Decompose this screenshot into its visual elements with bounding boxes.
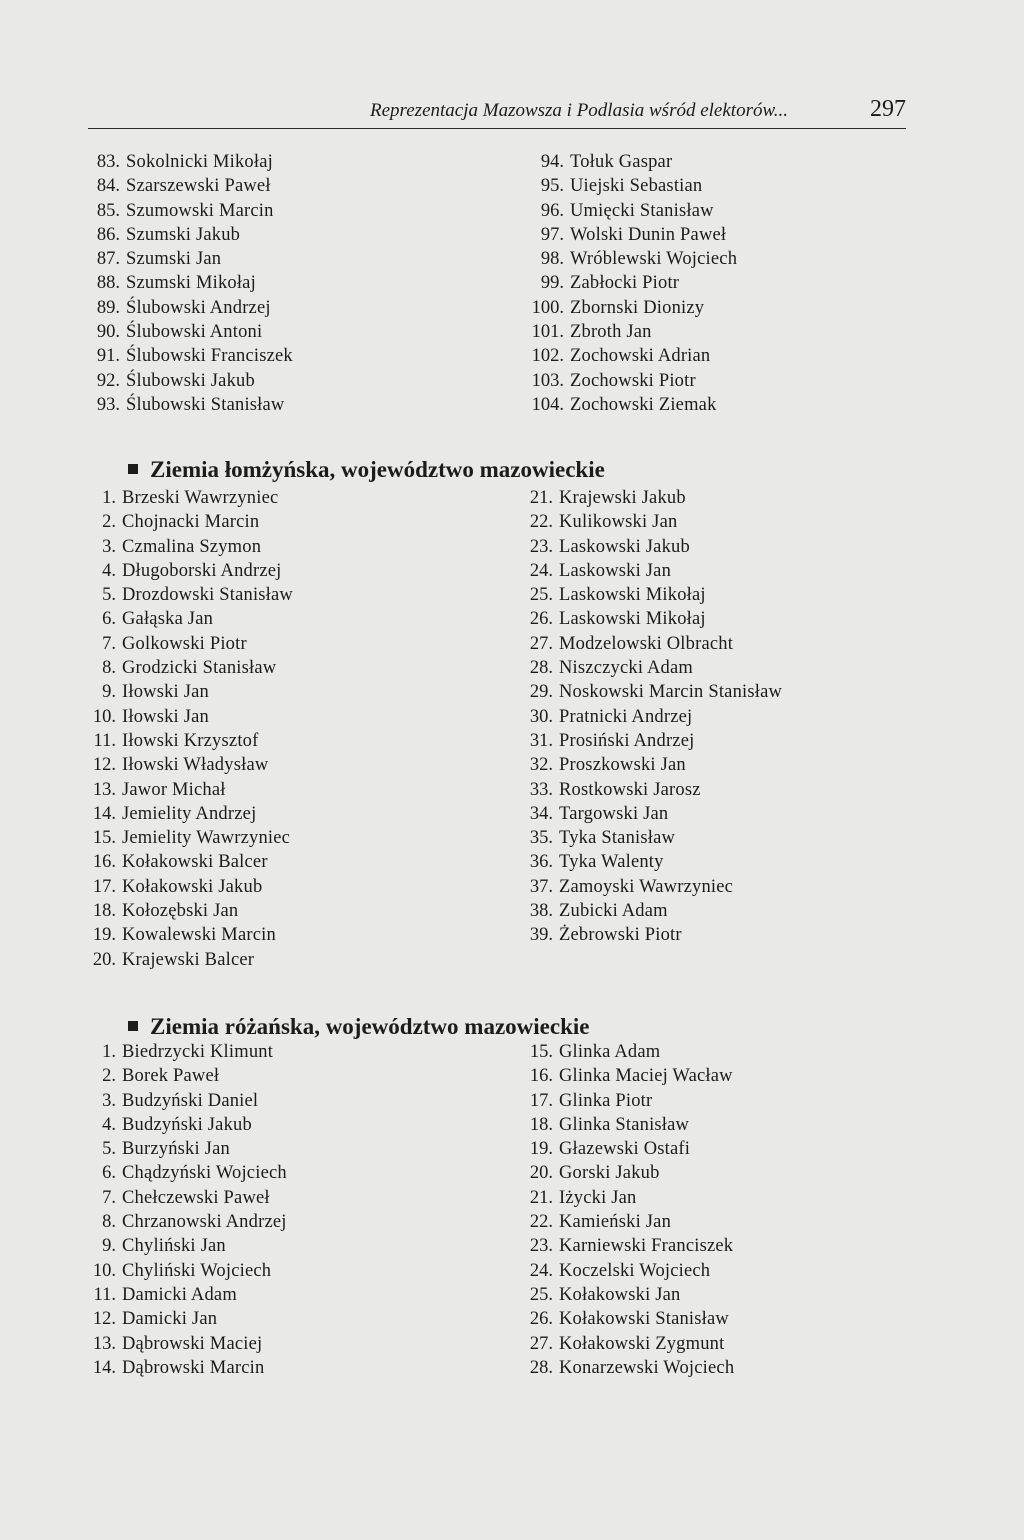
section-title-lomza (128, 457, 605, 483)
item-name: Szarszewski Paweł (126, 176, 271, 197)
list-item (84, 1161, 287, 1185)
list-item (84, 1210, 287, 1234)
item-number: 92. (96, 370, 120, 391)
item-number: 28. (529, 658, 553, 679)
item-name: Zbroth Jan (570, 322, 652, 343)
list-item (521, 680, 782, 704)
list-item (522, 150, 737, 174)
list-item (88, 150, 293, 174)
item-name: Damicki Adam (122, 1284, 237, 1305)
item-number: 83. (96, 152, 120, 172)
item-number: 5. (102, 1139, 116, 1160)
list-item (521, 1113, 734, 1137)
item-number: 84. (96, 176, 120, 197)
item-name: Laskowski Jakub (559, 536, 690, 557)
item-name: Czmalina Szymon (122, 536, 262, 557)
item-number: 22. (529, 1212, 553, 1233)
item-number: 20. (529, 1163, 553, 1184)
list-item (521, 705, 782, 729)
list-item (84, 753, 293, 777)
lomza-left-column (84, 486, 293, 972)
item-number: 12. (92, 755, 116, 776)
item-number: 27. (529, 1333, 553, 1354)
list-item (521, 850, 782, 874)
item-name: Szumski Mikołaj (126, 273, 256, 294)
item-number: 103. (531, 370, 564, 391)
item-name: Dąbrowski Marcin (122, 1357, 265, 1378)
list-item (521, 510, 782, 534)
list-item (521, 802, 782, 826)
list-item (521, 1283, 734, 1307)
item-name: Długoborski Andrzej (122, 560, 282, 581)
item-name: Glinka Stanisław (559, 1114, 690, 1135)
list-item (521, 875, 782, 899)
item-name: Chyliński Jan (122, 1236, 226, 1257)
item-number: 14. (92, 803, 116, 824)
item-number: 31. (529, 730, 553, 751)
item-name: Umięcki Stanisław (570, 200, 714, 221)
item-number: 32. (529, 755, 553, 776)
list-item (88, 393, 293, 417)
list-item (84, 923, 293, 947)
item-number: 4. (102, 1114, 116, 1135)
item-number: 9. (102, 682, 116, 703)
list-item (521, 1137, 734, 1161)
item-name: Kowalewski Marcin (122, 925, 276, 946)
lomza-right-column (521, 486, 782, 948)
item-name: Sokolnicki Mikołaj (126, 152, 273, 172)
item-name: Grodzicki Stanisław (122, 658, 277, 679)
rozan-right-column (521, 1040, 734, 1380)
item-number: 93. (96, 394, 120, 415)
list-item (522, 199, 737, 223)
list-item (522, 369, 737, 393)
item-name: Glinka Maciej Wacław (559, 1066, 733, 1087)
section-title-text: Ziemia łomżyńska, województwo mazowieckie (150, 457, 605, 482)
item-name: Iżycki Jan (559, 1187, 637, 1208)
item-number: 20. (92, 949, 116, 970)
item-number: 89. (96, 297, 120, 318)
list-item (84, 486, 293, 510)
item-number: 5. (102, 585, 116, 606)
list-item (522, 223, 737, 247)
list-item (84, 1307, 287, 1331)
item-name: Zabłocki Piotr (570, 273, 680, 294)
item-name: Laskowski Mikołaj (559, 585, 706, 606)
list-item (521, 1040, 734, 1064)
list-item (84, 1089, 287, 1113)
item-name: Glinka Adam (559, 1042, 661, 1062)
item-name: Gorski Jakub (559, 1163, 660, 1184)
list-item (84, 1332, 287, 1356)
list-item (88, 344, 293, 368)
top-list-left-column (88, 150, 293, 417)
list-item (84, 850, 293, 874)
list-item (522, 393, 737, 417)
item-number: 21. (529, 488, 553, 508)
item-name: Jemielity Wawrzyniec (122, 828, 291, 849)
item-name: Proszkowski Jan (559, 755, 686, 776)
list-item (521, 583, 782, 607)
item-number: 37. (529, 876, 553, 897)
item-number: 15. (92, 828, 116, 849)
item-number: 24. (529, 1260, 553, 1281)
item-number: 29. (529, 682, 553, 703)
list-item (84, 1137, 287, 1161)
list-item (522, 296, 737, 320)
top-list-right-column (522, 150, 737, 417)
section-title-rozan (128, 1014, 589, 1040)
item-number: 38. (529, 901, 553, 922)
item-name: Glinka Piotr (559, 1090, 653, 1111)
item-number: 10. (92, 706, 116, 727)
item-number: 26. (529, 1309, 553, 1330)
item-number: 33. (529, 779, 553, 800)
item-number: 97. (540, 224, 564, 245)
list-item (84, 899, 293, 923)
list-item (521, 1259, 734, 1283)
item-number: 18. (92, 901, 116, 922)
item-name: Tyka Walenty (559, 852, 664, 873)
item-name: Szumowski Marcin (126, 200, 274, 221)
list-item (84, 559, 293, 583)
item-name: Zochowski Piotr (570, 370, 696, 391)
item-name: Żebrowski Piotr (559, 925, 682, 946)
list-item (521, 535, 782, 559)
item-name: Kołozębski Jan (122, 901, 239, 922)
list-item (84, 826, 293, 850)
item-name: Budzyński Jakub (122, 1114, 252, 1135)
item-number: 1. (102, 1042, 116, 1062)
item-name: Krajewski Jakub (559, 488, 686, 508)
item-name: Zamoyski Wawrzyniec (559, 876, 734, 897)
section-title-text: Ziemia różańska, województwo mazowieckie (150, 1014, 590, 1039)
item-name: Targowski Jan (559, 803, 669, 824)
item-number: 24. (529, 560, 553, 581)
item-name: Ślubowski Stanisław (126, 394, 285, 415)
item-number: 101. (531, 322, 564, 343)
list-item (521, 486, 782, 510)
item-number: 2. (102, 1066, 116, 1087)
item-number: 17. (529, 1090, 553, 1111)
square-bullet-icon (128, 464, 138, 474)
list-item (84, 1234, 287, 1258)
item-name: Modzelowski Olbracht (559, 633, 734, 654)
list-item (88, 247, 293, 271)
item-number: 21. (529, 1187, 553, 1208)
item-number: 88. (96, 273, 120, 294)
item-number: 4. (102, 560, 116, 581)
list-item (84, 607, 293, 631)
item-name: Rostkowski Jarosz (559, 779, 701, 800)
rozan-left-column (84, 1040, 287, 1380)
item-number: 91. (96, 346, 120, 367)
item-name: Biedrzycki Klimunt (122, 1042, 274, 1062)
item-name: Kamieński Jan (559, 1212, 672, 1233)
item-number: 86. (96, 224, 120, 245)
list-item (521, 1161, 734, 1185)
item-number: 13. (92, 1333, 116, 1354)
list-item (521, 1356, 734, 1380)
list-item (521, 632, 782, 656)
item-name: Ślubowski Antoni (126, 322, 263, 343)
item-number: 16. (529, 1066, 553, 1087)
item-number: 98. (540, 249, 564, 270)
item-name: Noskowski Marcin Stanisław (559, 682, 783, 703)
item-number: 14. (92, 1357, 116, 1378)
item-name: Głazewski Ostafi (559, 1139, 691, 1160)
item-name: Chądzyński Wojciech (122, 1163, 287, 1184)
item-number: 25. (529, 1284, 553, 1305)
item-number: 2. (102, 512, 116, 533)
item-name: Kulikowski Jan (559, 512, 678, 533)
item-number: 99. (540, 273, 564, 294)
item-name: Chrzanowski Andrzej (122, 1212, 287, 1233)
item-number: 19. (529, 1139, 553, 1160)
list-item (88, 320, 293, 344)
item-name: Krajewski Balcer (122, 949, 255, 970)
item-number: 11. (93, 1284, 116, 1305)
item-number: 18. (529, 1114, 553, 1135)
list-item (84, 705, 293, 729)
item-name: Damicki Jan (122, 1309, 218, 1330)
item-number: 23. (529, 1236, 553, 1257)
item-number: 85. (96, 200, 120, 221)
list-item (84, 1186, 287, 1210)
item-number: 8. (102, 658, 116, 679)
item-name: Zbornski Dionizy (570, 297, 705, 318)
item-name: Prosiński Andrzej (559, 730, 695, 751)
page-header (88, 96, 906, 129)
item-number: 102. (531, 346, 564, 367)
list-item (521, 923, 782, 947)
item-number: 11. (93, 730, 116, 751)
item-name: Ślubowski Jakub (126, 370, 255, 391)
item-number: 6. (102, 1163, 116, 1184)
list-item (521, 729, 782, 753)
item-number: 27. (529, 633, 553, 654)
item-name: Iłowski Jan (122, 706, 209, 727)
list-item (521, 1186, 734, 1210)
item-name: Zochowski Ziemak (570, 394, 717, 415)
item-name: Burzyński Jan (122, 1139, 230, 1160)
item-name: Ślubowski Franciszek (126, 346, 293, 367)
list-item (84, 1040, 287, 1064)
item-name: Wolski Dunin Paweł (570, 224, 727, 245)
item-number: 7. (102, 1187, 116, 1208)
item-name: Wróblewski Wojciech (570, 249, 738, 270)
item-number: 104. (531, 394, 564, 415)
item-number: 100. (531, 297, 564, 318)
item-number: 3. (102, 536, 116, 557)
item-name: Chojnacki Marcin (122, 512, 260, 533)
list-item (522, 344, 737, 368)
item-name: Chyliński Wojciech (122, 1260, 272, 1281)
list-item (88, 271, 293, 295)
square-bullet-icon (128, 1021, 138, 1031)
item-name: Ślubowski Andrzej (126, 297, 271, 318)
item-number: 39. (529, 925, 553, 946)
list-item (84, 510, 293, 534)
item-number: 10. (92, 1260, 116, 1281)
list-item (84, 656, 293, 680)
item-name: Tyka Stanisław (559, 828, 676, 849)
item-name: Konarzewski Wojciech (559, 1357, 735, 1378)
item-name: Golkowski Piotr (122, 633, 247, 654)
item-number: 25. (529, 585, 553, 606)
item-name: Szumski Jakub (126, 224, 241, 245)
item-number: 23. (529, 536, 553, 557)
item-number: 8. (102, 1212, 116, 1233)
list-item (84, 802, 293, 826)
list-item (88, 369, 293, 393)
item-name: Laskowski Mikołaj (559, 609, 706, 630)
item-number: 30. (529, 706, 553, 727)
list-item (84, 632, 293, 656)
item-number: 87. (96, 249, 120, 270)
list-item (84, 778, 293, 802)
item-name: Iłowski Jan (122, 682, 209, 703)
item-name: Dąbrowski Maciej (122, 1333, 263, 1354)
list-item (84, 535, 293, 559)
list-item (522, 320, 737, 344)
item-number: 12. (92, 1309, 116, 1330)
list-item (521, 1210, 734, 1234)
list-item (88, 296, 293, 320)
item-number: 17. (92, 876, 116, 897)
item-name: Uiejski Sebastian (570, 176, 703, 197)
running-title: Reprezentacja Mazowsza i Podlasia wśród elektorów... (370, 100, 788, 121)
item-name: Karniewski Franciszek (559, 1236, 734, 1257)
item-name: Iłowski Władysław (122, 755, 269, 776)
item-number: 96. (540, 200, 564, 221)
item-number: 36. (529, 852, 553, 873)
item-name: Brzeski Wawrzyniec (122, 488, 279, 508)
list-item (88, 199, 293, 223)
item-number: 15. (529, 1042, 553, 1062)
list-item (521, 607, 782, 631)
list-item (522, 271, 737, 295)
list-item (521, 1234, 734, 1258)
item-number: 94. (540, 152, 564, 172)
item-name: Chełczewski Paweł (122, 1187, 270, 1208)
list-item (84, 583, 293, 607)
list-item (84, 1113, 287, 1137)
item-name: Budzyński Daniel (122, 1090, 259, 1111)
item-name: Jawor Michał (122, 779, 226, 800)
item-number: 3. (102, 1090, 116, 1111)
list-item (521, 826, 782, 850)
list-item (522, 247, 737, 271)
list-item (521, 1064, 734, 1088)
item-number: 16. (92, 852, 116, 873)
list-item (84, 1283, 287, 1307)
item-name: Tołuk Gaspar (570, 152, 673, 172)
item-name: Drozdowski Stanisław (122, 585, 293, 606)
item-name: Koczelski Wojciech (559, 1260, 711, 1281)
item-number: 19. (92, 925, 116, 946)
item-name: Kołakowski Stanisław (559, 1309, 729, 1330)
item-name: Jemielity Andrzej (122, 803, 257, 824)
item-name: Borek Paweł (122, 1066, 220, 1087)
item-number: 95. (540, 176, 564, 197)
item-number: 28. (529, 1357, 553, 1378)
item-name: Zochowski Adrian (570, 346, 711, 367)
item-name: Kołakowski Zygmunt (559, 1333, 725, 1354)
item-name: Pratnicki Andrzej (559, 706, 693, 727)
item-number: 9. (102, 1236, 116, 1257)
item-name: Niszczycki Adam (559, 658, 693, 679)
list-item (84, 729, 293, 753)
list-item (84, 680, 293, 704)
item-name: Szumski Jan (126, 249, 222, 270)
list-item (521, 778, 782, 802)
item-number: 35. (529, 828, 553, 849)
item-name: Iłowski Krzysztof (122, 730, 259, 751)
list-item (521, 1307, 734, 1331)
item-name: Kołakowski Balcer (122, 852, 268, 873)
list-item (84, 1356, 287, 1380)
page-number: 297 (870, 96, 906, 122)
item-number: 26. (529, 609, 553, 630)
list-item (88, 223, 293, 247)
list-item (521, 559, 782, 583)
item-number: 22. (529, 512, 553, 533)
list-item (522, 174, 737, 198)
item-number: 1. (102, 488, 116, 508)
item-number: 90. (96, 322, 120, 343)
list-item (88, 174, 293, 198)
list-item (84, 948, 293, 972)
list-item (84, 1064, 287, 1088)
list-item (521, 753, 782, 777)
list-item (84, 875, 293, 899)
item-name: Zubicki Adam (559, 901, 668, 922)
list-item (521, 1089, 734, 1113)
list-item (521, 656, 782, 680)
list-item (521, 899, 782, 923)
item-name: Laskowski Jan (559, 560, 672, 581)
item-name: Kołakowski Jakub (122, 876, 263, 897)
item-number: 7. (102, 633, 116, 654)
item-name: Kołakowski Jan (559, 1284, 681, 1305)
item-number: 34. (529, 803, 553, 824)
item-name: Gałąska Jan (122, 609, 214, 630)
item-number: 13. (92, 779, 116, 800)
item-number: 6. (102, 609, 116, 630)
list-item (521, 1332, 734, 1356)
list-item (84, 1259, 287, 1283)
